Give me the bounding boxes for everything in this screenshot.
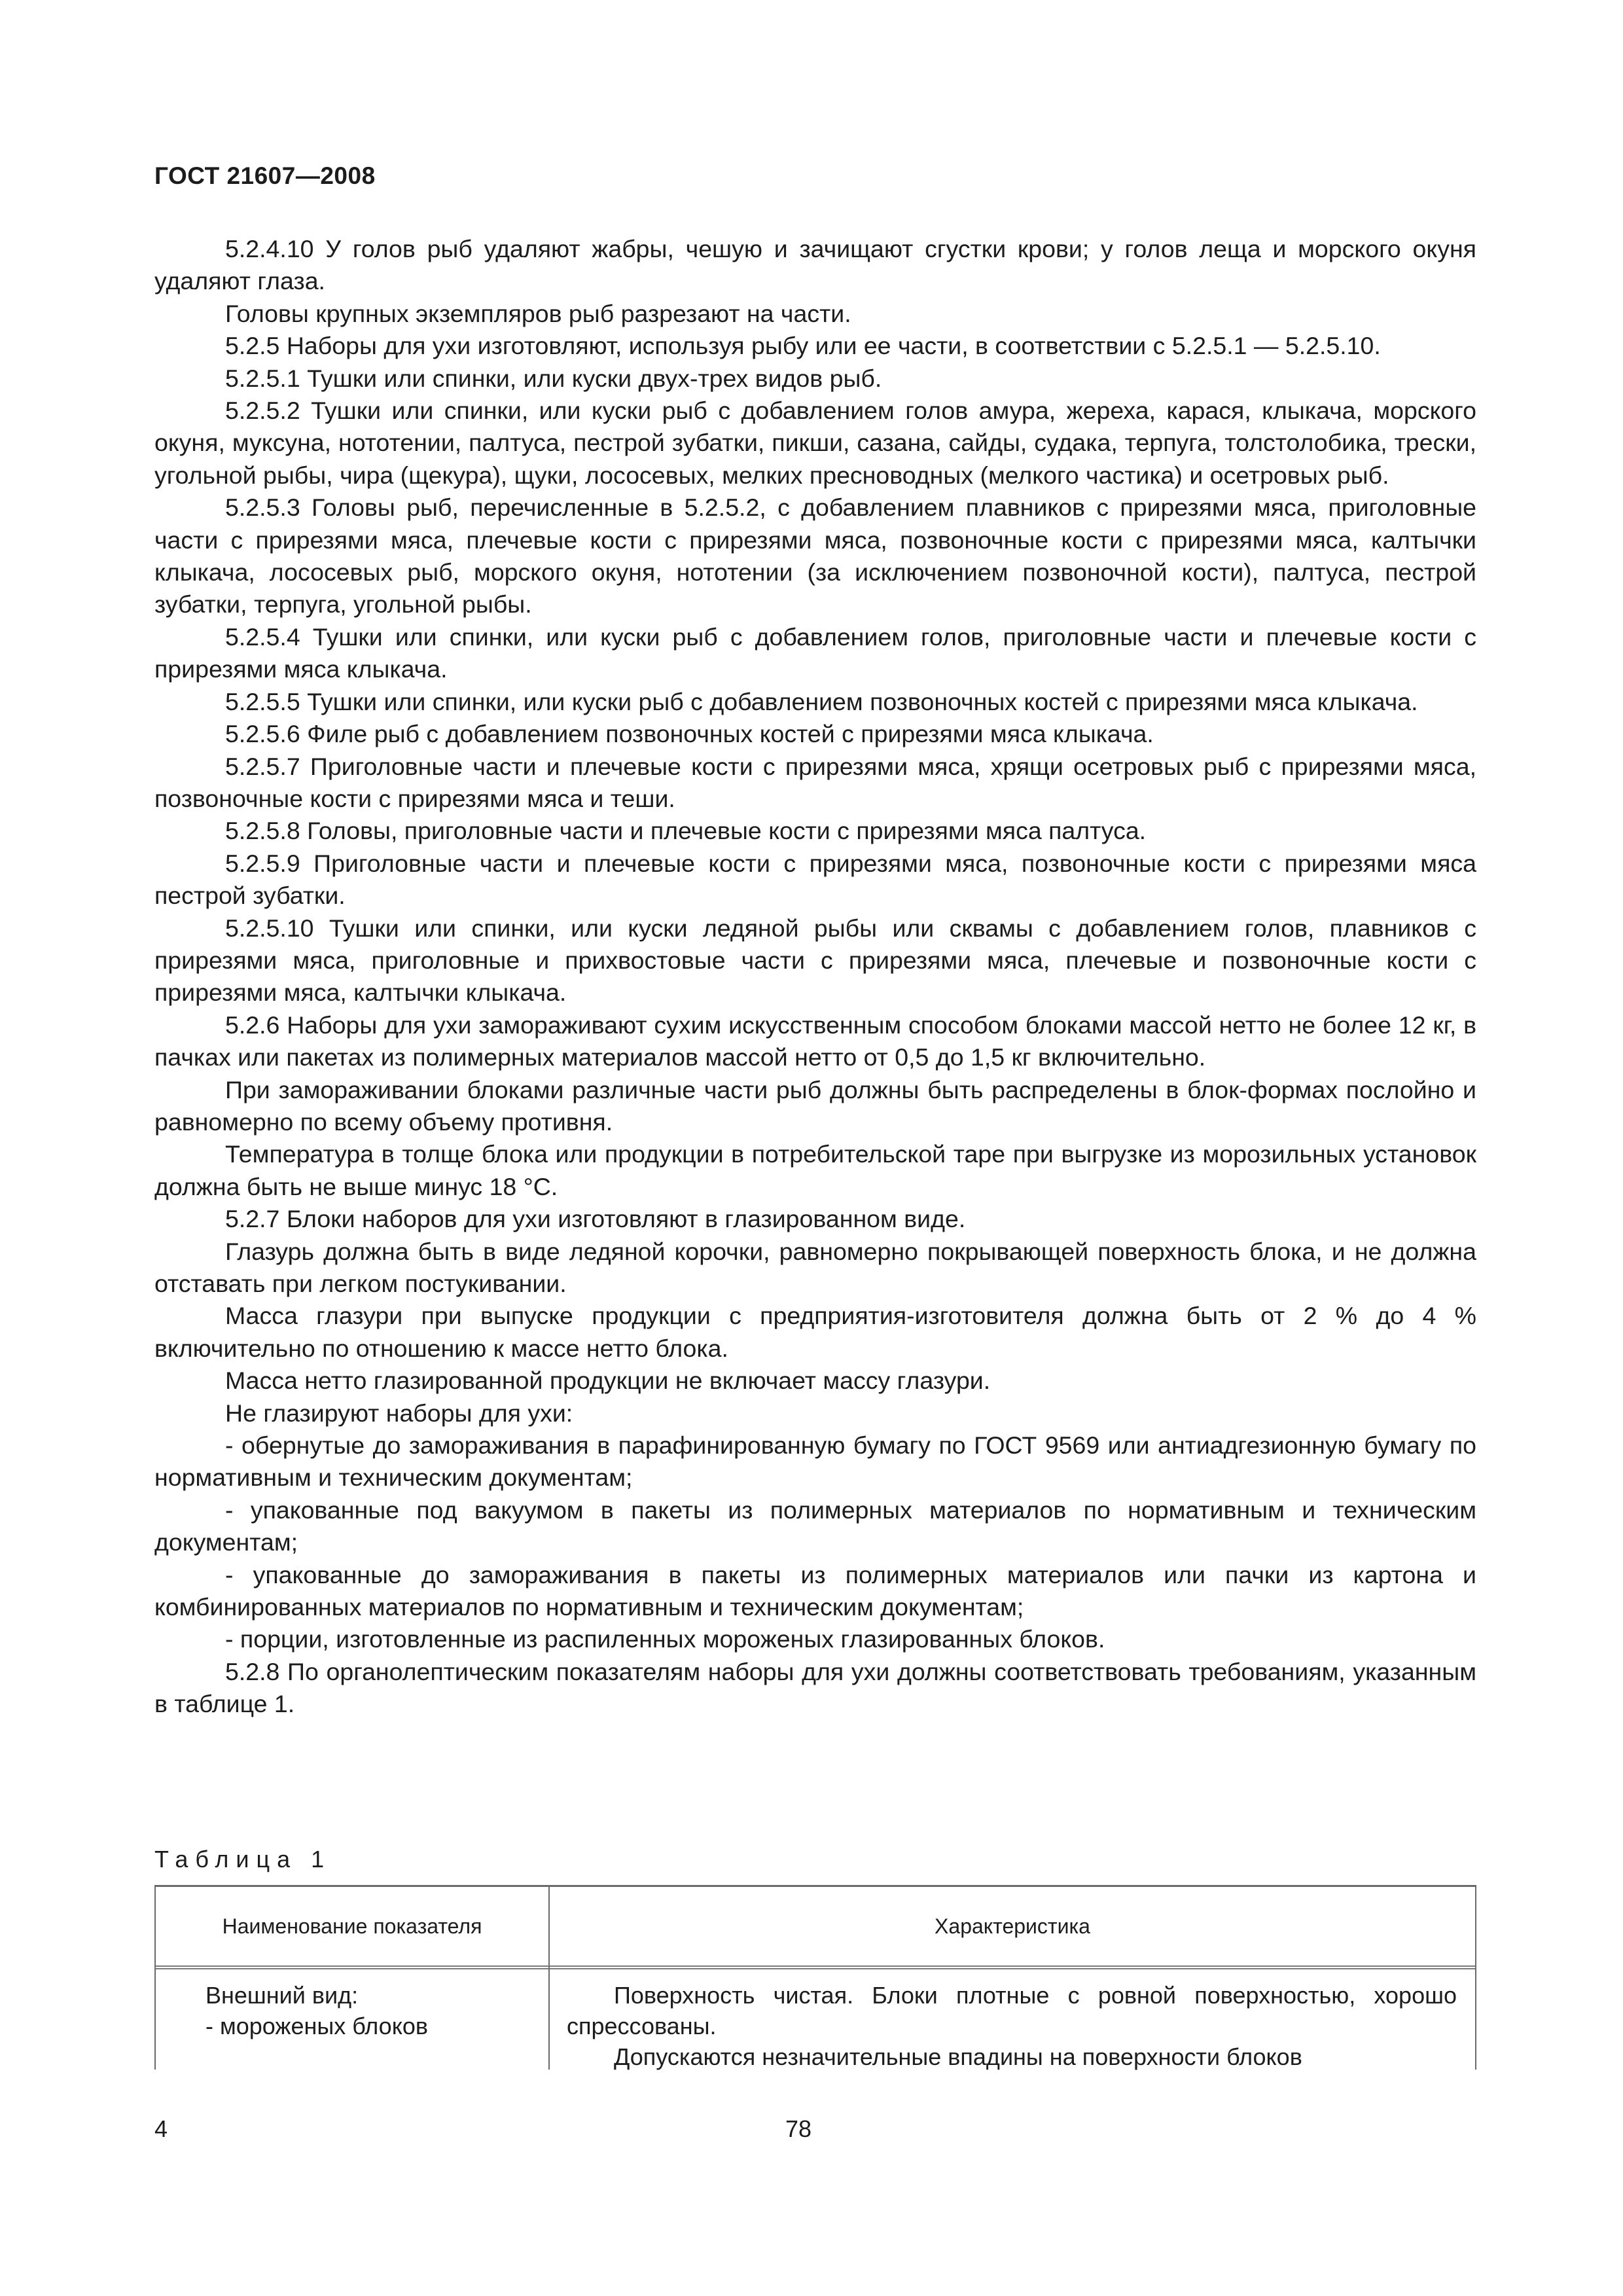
paragraph: 5.2.5.1 Тушки или спинки, или куски двух-трех видов рыб.: [225, 364, 882, 392]
paragraph: 5.2.5.6 Филе рыб с добавлением позвоночных костей с прирезями мяса клыкача.: [225, 720, 1154, 748]
paragraph: Не глазируют наборы для ухи:: [225, 1399, 573, 1427]
indicator-label: Внешний вид:: [205, 1982, 359, 2009]
table: [154, 1885, 1476, 2070]
paragraph: 5.2.5.7 Приголовные части и плечевые кости с прирезями мяса, хрящи осетровых рыб с прирезями мяса, позвоночные кости с прирезями мяса и теши.: [154, 752, 1476, 812]
paragraph: 5.2.4.10 У голов рыб удаляют жабры, чешую и зачищают сгустки крови; у голов леща и морского окуня удаляют глаза.: [154, 235, 1476, 295]
paragraph: 5.2.5.10 Тушки или спинки, или куски ледяной рыбы или сквамы с добавлением голов, плавников с прирезями мяса, приголовные и прихвостовые части с прирезями мяса, плечевые и позвоночные кости с прирезями мяса, калтычки клыкача.: [154, 914, 1476, 1007]
paragraph: Масса глазури при выпуске продукции с предприятия-изготовителя должна быть от 2 % до 4 % включительно по отношению к массе нетто блока.: [154, 1302, 1476, 1362]
list-item: - обернутые до замораживания в парафинированную бумагу по ГОСТ 9569 или антиадгезионную бумагу по нормативным и техническим документам;: [154, 1431, 1476, 1492]
list-item: - порции, изготовленные из распиленных мороженых глазированных блоков.: [225, 1625, 1105, 1653]
list-item: - упакованные под вакуумом в пакеты из полимерных материалов по нормативным и техническим документам;: [154, 1496, 1476, 1556]
paragraph: Температура в толще блока или продукции в потребительской таре при выгрузке из морозильных установок должна быть не выше минус 18 °С.: [154, 1140, 1476, 1200]
paragraph: 5.2.5.9 Приголовные части и плечевые кости с прирезями мяса, позвоночные кости с прирезями мяса пестрой зубатки.: [154, 849, 1476, 910]
paragraph: 5.2.5.5 Тушки или спинки, или куски рыб с добавлением позвоночных костей с прирезями мяса клыкача.: [225, 687, 1418, 715]
table-caption: Таблица 1: [154, 1846, 332, 1873]
paragraph: 5.2.6 Наборы для ухи замораживают сухим искусственным способом блоками массой нетто не более 12 кг, в пачках или пакетах из полимерных материалов массой нетто от 0,5 до 1,5 кг включительно.: [154, 1011, 1476, 1071]
paragraph: Глазурь должна быть в виде ледяной корочки, равномерно покрывающей поверхность блока, и не должна отставать при легком постукивании.: [154, 1237, 1476, 1297]
paragraph: При замораживании блоками различные части рыб должны быть распределены в блок-формах послойно и равномерно по всему объему противня.: [154, 1075, 1476, 1136]
table-cell-characteristic: [567, 1980, 1457, 2072]
body-text: [154, 233, 1476, 1721]
table-header-cell: Характеристика: [935, 1914, 1090, 1938]
paragraph: Масса нетто глазированной продукции не включает массу глазури.: [225, 1367, 991, 1395]
page-number: 4: [154, 2115, 168, 2142]
table-cell-indicator: [205, 1980, 428, 2041]
sheet-number: 78: [785, 2115, 812, 2142]
paragraph: 5.2.5.2 Тушки или спинки, или куски рыб с добавлением голов амура, жереха, карася, клыкача, морского окуня, муксуна, нототении, палтуса, пестрой зубатки, пикши, сазана, сайды, судака, терпуга, толстолобика, трески, угольной рыбы, чира (щекура), щуки, лососевых, мелких пресноводных (мелкого частика) и осетровых рыб.: [154, 397, 1476, 489]
table-header-cell: Наименование показателя: [222, 1914, 482, 1938]
indicator-sublabel: - мороженых блоков: [205, 2013, 428, 2039]
list-item: - упакованные до замораживания в пакеты из полимерных материалов или пачки из картона и комбинированных материалов по нормативным и техническим документам;: [154, 1560, 1476, 1621]
paragraph: 5.2.5 Наборы для ухи изготовляют, используя рыбу или ее части, в соответствии с 5.2.5.1 — 5.2.5.10.: [225, 332, 1381, 360]
document-header: ГОСТ 21607—2008: [154, 162, 376, 189]
characteristic-text: Допускаются незначительные впадины на поверхности блоков: [614, 2043, 1302, 2070]
paragraph: 5.2.7 Блоки наборов для ухи изготовляют в глазированном виде.: [225, 1205, 966, 1233]
paragraph: 5.2.8 По органолептическим показателям наборы для ухи должны соответствовать требованиям, указанным в таблице 1.: [154, 1657, 1476, 1718]
paragraph: 5.2.5.4 Тушки или спинки, или куски рыб с добавлением голов, приголовные части и плечевые кости с прирезями мяса клыкача.: [154, 622, 1476, 683]
characteristic-text: Поверхность чистая. Блоки плотные с ровной поверхностью, хорошо спрессованы.: [567, 1982, 1457, 2039]
paragraph: 5.2.5.8 Головы, приголовные части и плечевые кости с прирезями мяса палтуса.: [225, 817, 1147, 845]
paragraph: Головы крупных экземпляров рыб разрезают на части.: [225, 299, 851, 327]
paragraph: 5.2.5.3 Головы рыб, перечисленные в 5.2.5.2, с добавлением плавников с прирезями мяса, приголовные части с прирезями мяса, плечевые кости с прирезями мяса, позвоночные кости с прирезями мяса, калтычки клыкача, лососевых рыб, морского окуня, нототении (за исключением позвоночной кости), палтуса, пестрой зубатки, терпуга, угольной рыбы.: [154, 493, 1476, 619]
